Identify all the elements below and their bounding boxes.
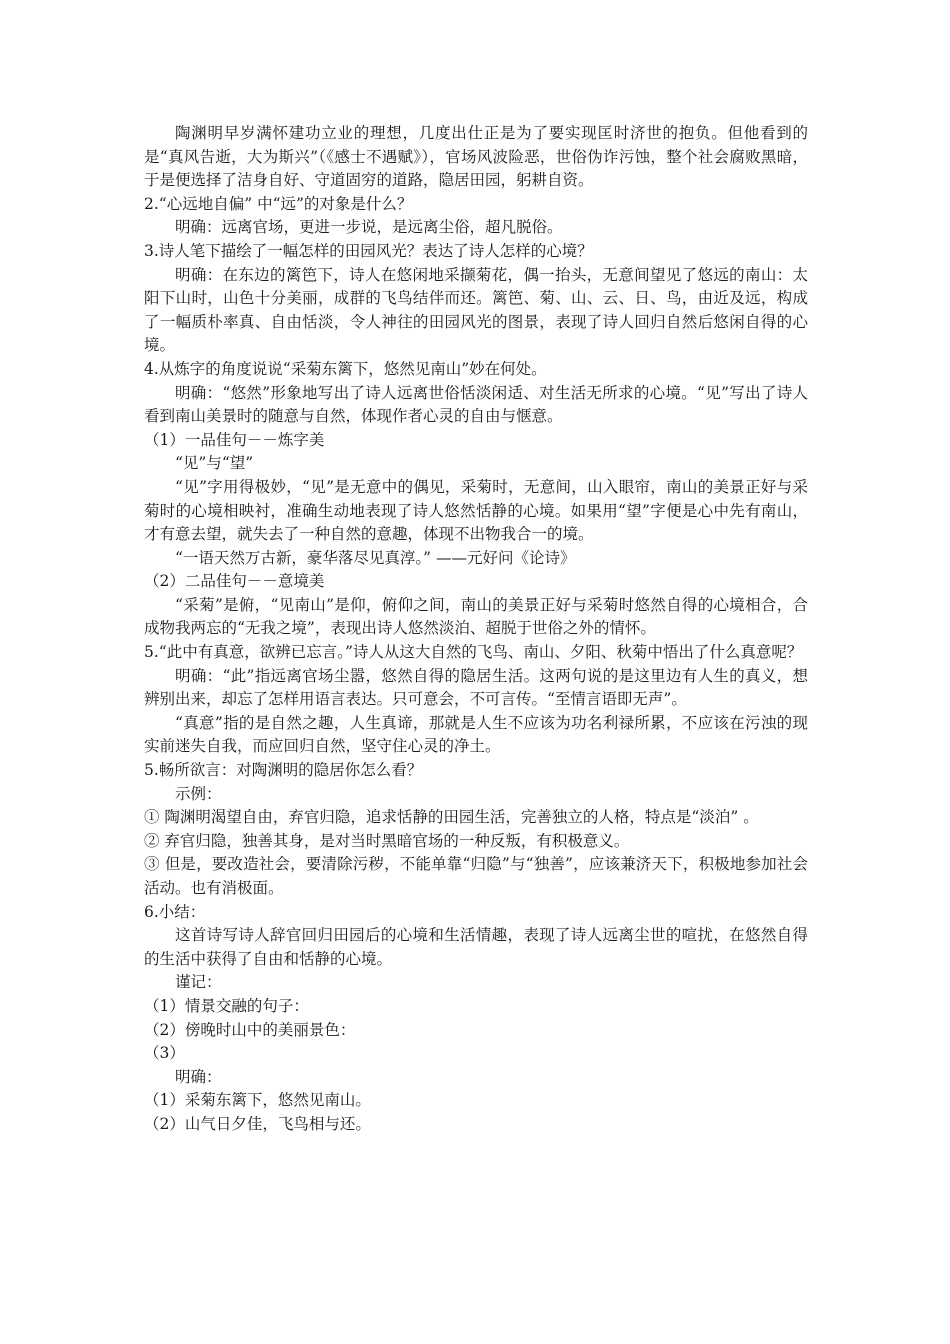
jian-analysis-paragraph: “见”字用得极妙，“见”是无意中的偶见，采菊时，无意间，山入眼帘，南山的美景正好与采菊时的心境相映衬，准确生动地表现了诗人悠然恬静的心境。如果用“望”字便是心中先有南山，才有意去望，就失去了一种自然的意趣，体现不出物我合一的境。: [144, 477, 808, 544]
remember-label: 谨记：: [175, 973, 222, 992]
answer-item-2: （2）山气日夕佳，飞鸟相与还。: [144, 1114, 371, 1133]
example-item-3: ③ 但是，要改造社会，要清除污秽，不能单靠“归隐”与“独善”，应该兼济天下，积极地参加社会活动。也有消极面。: [144, 855, 808, 897]
question-2-heading: 2.“心远地自偏” 中“远”的对象是什么？: [144, 194, 413, 213]
document-body: [144, 122, 808, 1137]
answer-2-paragraph: 明确：远离官场，更进一步说，是远离尘俗，超凡脱俗。: [175, 218, 563, 237]
remember-item-1: （1）情景交融的句子：: [144, 996, 309, 1015]
discussion-heading: 5.畅所欲言：对陶渊明的隐居你怎么看？: [144, 761, 423, 780]
subheading-word-refinement: （1）一品佳句－－炼字美: [144, 430, 325, 449]
remember-item-2: （2）傍晚时山中的美丽景色：: [144, 1020, 356, 1039]
yuan-haowen-quote: “一语天然万古新，豪华落尽见真淳。” ——元好问《论诗》: [175, 548, 576, 567]
answer-3-paragraph: 明确：在东边的篱笆下，诗人在悠闲地采撷菊花，偶一抬头，无意间望见了悠远的南山：太阳下山时，山色十分美丽，成群的飞鸟结伴而还。篱笆、菊、山、云、日、鸟，由近及远，构成了一幅质朴率真、自由恬淡，令人神往的田园风光的图景，表现了诗人回归自然后悠闲自得的心境。: [144, 265, 808, 355]
example-label: 示例：: [175, 784, 222, 803]
example-item-2: ② 弃官归隐，独善其身，是对当时黑暗官场的一种反叛，有积极意义。: [144, 831, 630, 850]
true-meaning-paragraph: “真意”指的是自然之趣，人生真谛，那就是人生不应该为功名利禄所累，不应该在污浊的现实前迷失自我，而应回归自然，坚守住心灵的净土。: [144, 713, 808, 756]
remember-item-3: （3）: [144, 1044, 185, 1063]
answer-4-paragraph: 明确：“悠然”形象地写出了诗人远离世俗恬淡闲适、对生活无所求的心境。“见”写出了诗人看到南山美景时的随意与自然，体现作者心灵的自由与惬意。: [144, 383, 808, 426]
jian-vs-wang-label: “见”与“望”: [175, 454, 254, 473]
answer-5-paragraph: 明确：“此”指远离官场尘嚣，悠然自得的隐居生活。这两句说的是这里边有人生的真义，想辨别出来，却忘了怎样用语言表达。只可意会，不可言传。“至情言语即无声”。: [144, 666, 808, 709]
question-4-heading: 4.从炼字的角度说说“采菊东篱下，悠然见南山”妙在何处。: [144, 359, 547, 378]
example-item-1: ① 陶渊明渴望自由，弃官归隐，追求恬静的田园生活，完善独立的人格，特点是“淡泊” 。: [144, 808, 759, 827]
question-5-heading: 5.“此中有真意，欲辨已忘言。”诗人从这大自然的飞鸟、南山、夕阳、秋菊中悟出了什么真意呢？: [144, 643, 803, 662]
artistic-conception-paragraph: “采菊”是俯，“见南山”是仰，俯仰之间，南山的美景正好与采菊时悠然自得的心境相合，合成物我两忘的“无我之境”，表现出诗人悠然淡泊、超脱于世俗之外的情怀。: [144, 595, 808, 638]
question-3-heading: 3.诗人笔下描绘了一幅怎样的田园风光？表达了诗人怎样的心境？: [144, 241, 593, 260]
answer-label: 明确：: [175, 1067, 222, 1086]
summary-paragraph: 这首诗写诗人辞官回归田园后的心境和生活情趣，表现了诗人远离尘世的喧扰，在悠然自得的生活中获得了自由和恬静的心境。: [144, 926, 808, 968]
summary-heading: 6.小结：: [144, 902, 206, 921]
subheading-artistic-conception: （2）二品佳句－－意境美: [144, 572, 325, 591]
intro-paragraph: 陶渊明早岁满怀建功立业的理想，几度出仕正是为了要实现匡时济世的抱负。但他看到的是“真风告逝，大为斯兴”（《感士不遇赋》），官场风波险恶，世俗伪诈污蚀，整个社会腐败黑暗，于是便选择了洁身自好、守道固穷的道路，隐居田园，躬耕自资。: [144, 124, 808, 190]
answer-item-1: （1）采菊东篱下，悠然见南山。: [144, 1091, 371, 1110]
